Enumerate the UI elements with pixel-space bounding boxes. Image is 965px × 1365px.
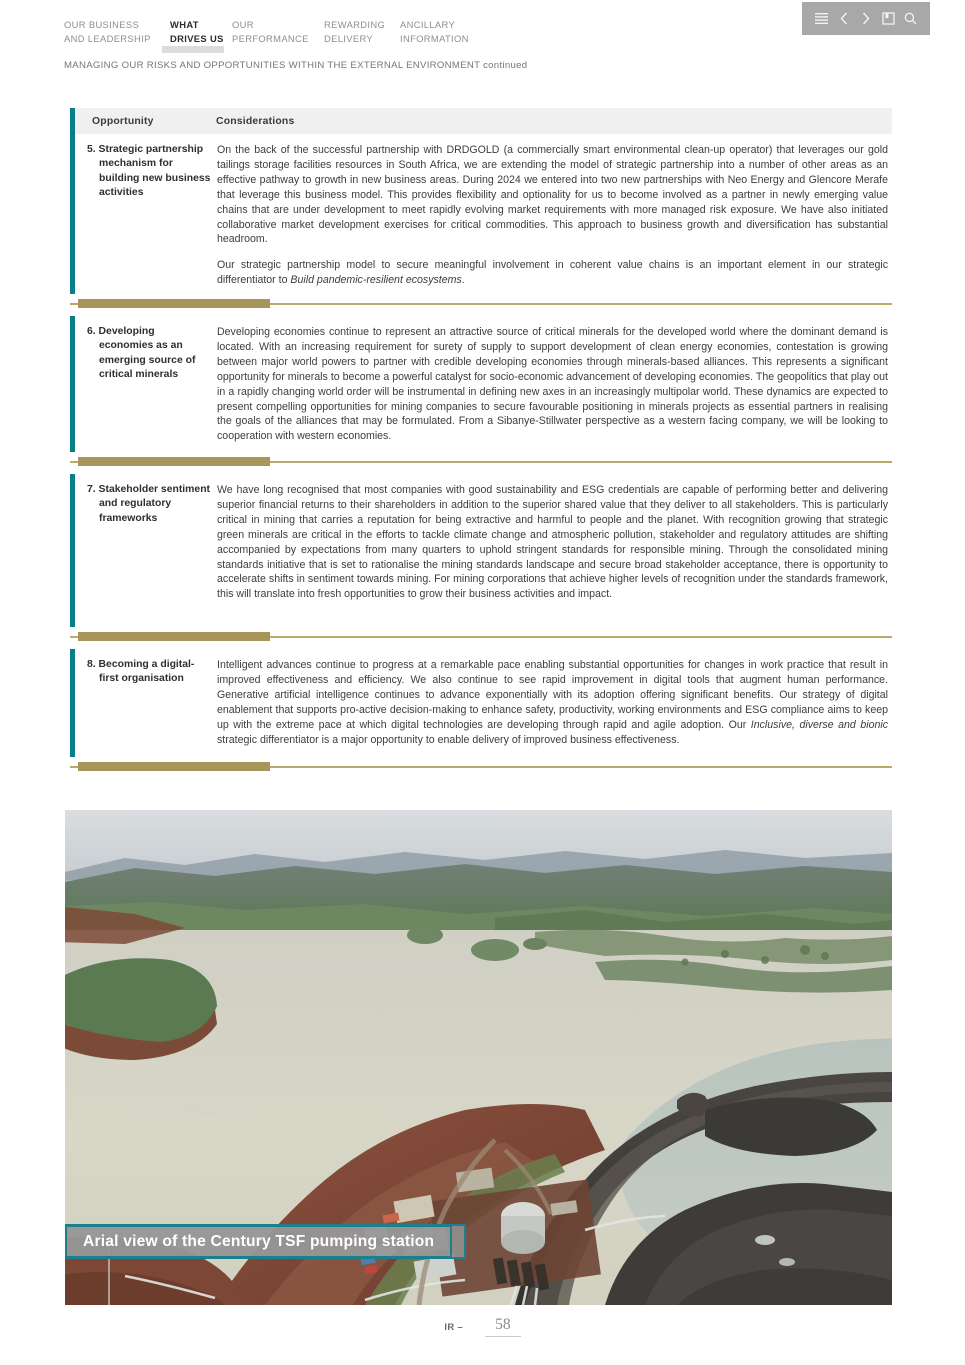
paragraph: Intelligent advances continue to progress at a remarkable pace enabling substantial opportunities for changes in work practice that result in improved effectiveness and efficiency. We also continue to see rapid improvement in digital tools that augment human performance. Generative artificial intelligence continues to advance exponentially with its adoption offering significant benefits. Our strategy of digital enablement that supports pro-active decision-making to enhance safety, productivity, working environments and ESG compliance aims to keep up with the extreme pace at which digital technologies are developing through rapid and agile adoption. Our Inclusive, diverse and bionic strategic differentiator is a major opportunity to enable delivery of improved business effectiveness.: [217, 659, 889, 746]
row-considerations: [217, 658, 892, 757]
page-number: 58: [485, 1316, 521, 1337]
column-header-considerations: Considerations: [216, 115, 295, 127]
nav-item-rewarding-delivery[interactable]: REWARDING DELIVERY: [324, 19, 386, 44]
page-title: [64, 60, 527, 71]
table-row: [70, 474, 892, 627]
prev-icon[interactable]: [836, 11, 852, 27]
opportunities-table: [70, 108, 892, 779]
row-label-text: 5. Strategic partnership mechanism for building new business activities: [87, 144, 211, 199]
page-footer: [0, 1316, 965, 1337]
row-label-text: 7. Stakeholder sentiment and regulatory frameworks: [87, 484, 210, 524]
page-title-continued: continued: [480, 60, 528, 71]
header-teal-accent: [70, 108, 75, 134]
photo-caption-text: Arial view of the Century TSF pumping station: [83, 1232, 435, 1250]
row-considerations: [217, 143, 892, 294]
paragraph: We have long recognised that most companies with good sustainability and ESG credentials are capable of performing better and delivering superior financial returns to their shareholders in addition to the superior shared value that they deliver to all stakeholders. This is particularly critical in mining that carries a reputation for being extractive and harmful to people and the planet. With recognition growing that strategic green minerals are critical in the efforts to tackle climate change and atmospheric pollution, stakeholder and regulatory attitudes are shifting accompanied by expectations from many quarters to uphold stringent standards for responsible mining. Through the consolidated mining standards initiative that is set to rationalise the mining standards landscape and secure broad stakeholder acceptance, there is opportunity to accelerate shifts in sentiment towards mining. For mining corporations that achieve higher levels of recognition under the standards framework, this will translate into fresh opportunities to grow their business activities and impact.: [217, 484, 888, 601]
row-teal-accent: [70, 134, 75, 294]
table-body: [70, 134, 892, 779]
section-nav: [64, 18, 490, 45]
table-row: [70, 649, 892, 757]
divider-gold-bar: [78, 632, 270, 641]
page-icon[interactable]: [880, 11, 896, 27]
row-considerations: [217, 325, 892, 452]
row-considerations: [217, 483, 892, 627]
row-divider: [70, 452, 892, 474]
table-row: [70, 316, 892, 452]
row-label-text: 8. Becoming a digital-first organisation: [87, 659, 195, 685]
table-header-row: [70, 108, 892, 134]
nav-item-our-performance[interactable]: OUR PERFORMANCE: [232, 19, 309, 44]
row-divider: [70, 757, 892, 779]
row-teal-accent: [70, 316, 75, 452]
next-icon[interactable]: [858, 11, 874, 27]
nav-active-indicator: [162, 46, 224, 53]
nav-item-what-drives-us[interactable]: WHAT DRIVES US: [170, 19, 224, 44]
row-label-text: 6. Developing economies as an emerging source of critical minerals: [87, 326, 196, 381]
menu-icon[interactable]: [813, 11, 829, 27]
row-teal-accent: [70, 474, 75, 627]
paragraph: Developing economies continue to represent an attractive source of critical minerals for the developed world where the dominant demand is located. With an increasing requirement for surety of supply to support development of clean energy economies, contestation is growing between major world powers to partner with credible developing economies through minerals-based alliances. This represents a significant opportunity for minerals to become a powerful catalyst for socio-economic advancement of developing economies. The geopolitics that play out in a rapidly changing world order will be instrumental in defining new axes in an increasingly multipolar world. These dynamics are expected to present compelling opportunities for mining companies to secure favourable positioning in minerals projects as essential partners in realising the goals of the alliances that may be formulated. From a Sibanye-Stillwater perspective as a western facing company, we will be looking to cooperation with western economies.: [217, 326, 888, 443]
row-label: [70, 325, 217, 452]
column-header-opportunity: Opportunity: [92, 115, 154, 127]
report-label: IR –: [444, 1321, 464, 1332]
aerial-photo: [65, 810, 892, 1305]
row-label: [70, 483, 217, 627]
divider-gold-bar: [78, 762, 270, 771]
paragraph: Our strategic partnership model to secure meaningful involvement in coherent value chains is an important element in our strategic differentiator to Build pandemic-resilient ecosystems.: [217, 259, 888, 287]
row-label: [70, 143, 217, 294]
viewer-toolbar: [802, 2, 930, 35]
nav-item-our-business-and-leadership[interactable]: OUR BUSINESS AND LEADERSHIP: [64, 19, 151, 44]
row-divider: [70, 627, 892, 649]
page-title-text: MANAGING OUR RISKS AND OPPORTUNITIES WITHIN THE EXTERNAL ENVIRONMENT: [64, 60, 481, 71]
row-divider: [70, 294, 892, 316]
photo-caption: [65, 1225, 452, 1258]
divider-gold-bar: [78, 299, 270, 308]
divider-gold-bar: [78, 457, 270, 466]
row-teal-accent: [70, 649, 75, 757]
table-row: [70, 134, 892, 294]
nav-item-ancillary-information[interactable]: ANCILLARY INFORMATION: [400, 19, 469, 44]
row-label: [70, 658, 217, 757]
paragraph: On the back of the successful partnership with DRDGOLD (a commercially smart environmental clean-up operator) that leverages our gold tailings storage facilities resources in South Africa, we are extending the model of strategic partnership into a number of other areas as an effective pathway to growth in new business areas. During 2024 we entered into two new partnerships with Neo Energy and Glencore Merafe that leverage this business model. This provides flexibility and optionality for us to become involved as a partner in newly emerging value chains that are under development to meet rapidly evolving market requirements with more managed risk exposure. We have also initiated collaborative market development exercises for critical commodities. This approach to business growth and diversification has substantial headroom.: [217, 144, 888, 246]
search-icon[interactable]: [903, 11, 919, 27]
